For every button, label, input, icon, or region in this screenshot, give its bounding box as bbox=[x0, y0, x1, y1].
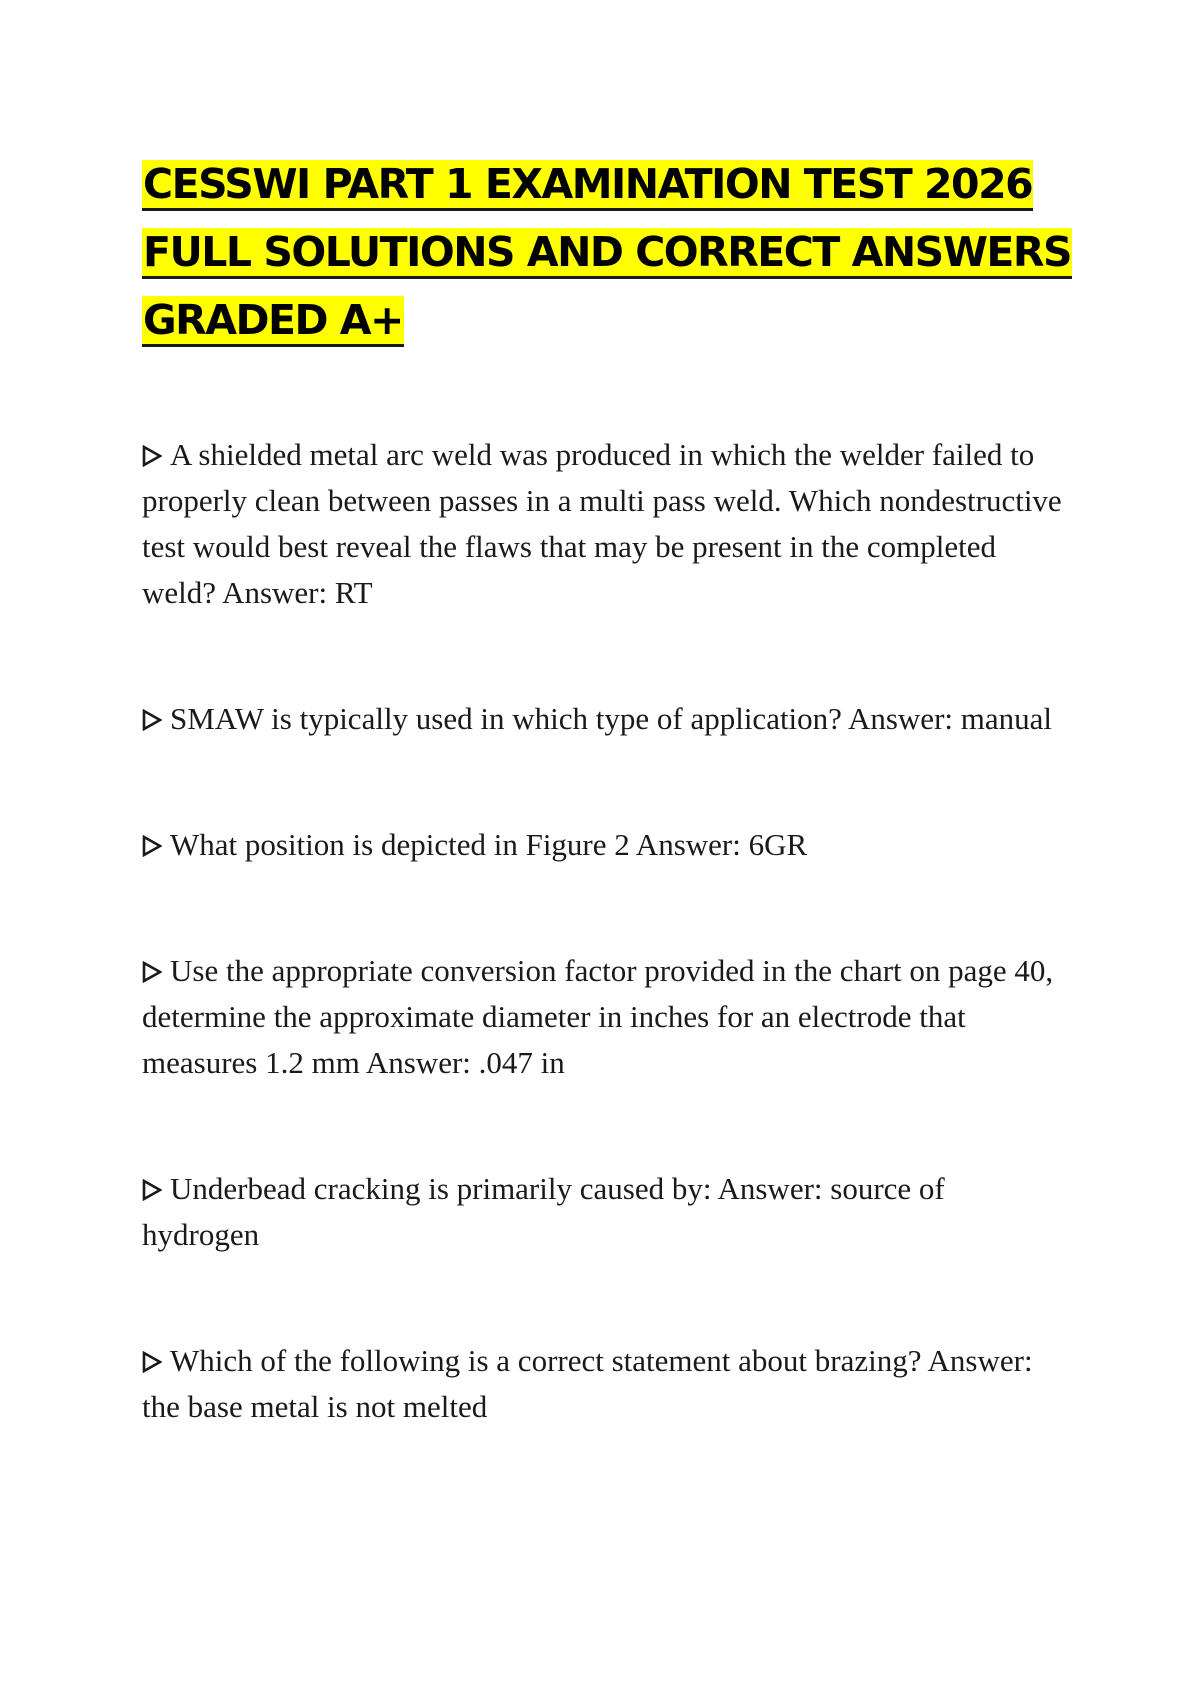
question-answer-list bbox=[142, 432, 1062, 1430]
hollow-right-triangle-icon bbox=[142, 835, 162, 857]
qa-item-6 bbox=[142, 1338, 1062, 1430]
title-line-1: CESSWI PART 1 EXAMINATION TEST 2026 bbox=[142, 160, 1033, 211]
qa-item-2 bbox=[142, 696, 1062, 742]
qa-item-text: SMAW is typically used in which type of application? Answer: manual bbox=[170, 701, 1053, 736]
hollow-right-triangle-icon bbox=[142, 961, 162, 983]
qa-item-5 bbox=[142, 1166, 1062, 1258]
hollow-right-triangle-icon bbox=[142, 709, 162, 731]
document-title bbox=[142, 150, 1082, 354]
hollow-right-triangle-icon bbox=[142, 1351, 162, 1373]
title-line-2: FULL SOLUTIONS AND CORRECT ANSWERS bbox=[142, 228, 1072, 279]
title-line-3: GRADED A+ bbox=[142, 296, 404, 347]
qa-item-1 bbox=[142, 432, 1062, 616]
qa-item-3 bbox=[142, 822, 1062, 868]
qa-item-text: A shielded metal arc weld was produced in which the welder failed to properly clean between passes in a multi pass weld. Which nondestructive test would best reveal the flaws that may be present in the completed weld? Answer: RT bbox=[142, 437, 1062, 610]
qa-item-4 bbox=[142, 948, 1062, 1086]
qa-item-text: Use the appropriate conversion factor provided in the chart on page 40, determine the approximate diameter in inches for an electrode that measures 1.2 mm Answer: .047 in bbox=[142, 953, 1054, 1080]
qa-item-text: Underbead cracking is primarily caused by: Answer: source of hydrogen bbox=[142, 1171, 945, 1252]
qa-item-text: Which of the following is a correct statement about brazing? Answer: the base metal is not melted bbox=[142, 1343, 1033, 1424]
hollow-right-triangle-icon bbox=[142, 1179, 162, 1201]
hollow-right-triangle-icon bbox=[142, 445, 162, 467]
qa-item-text: What position is depicted in Figure 2 Answer: 6GR bbox=[170, 827, 808, 862]
